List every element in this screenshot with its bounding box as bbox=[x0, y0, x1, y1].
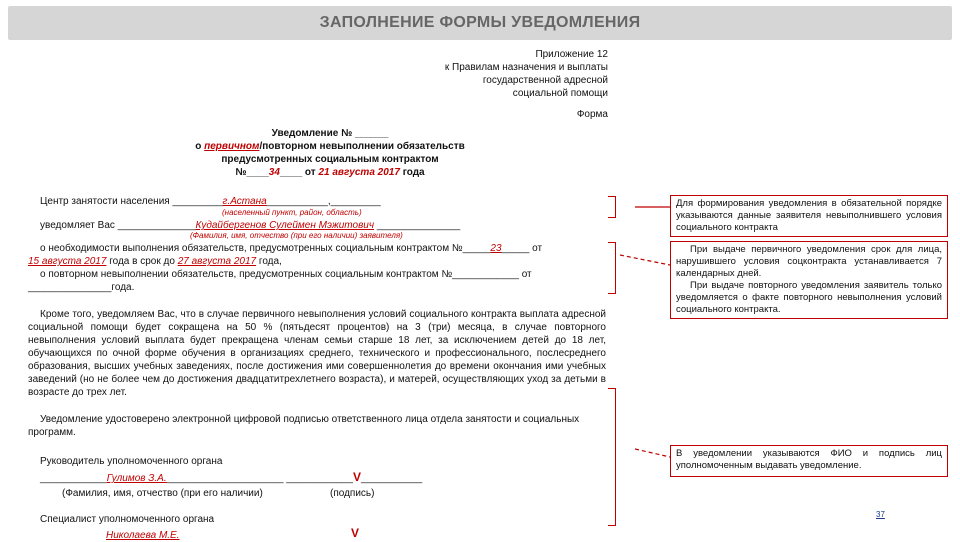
connector-3 bbox=[635, 449, 670, 457]
repeat-line: о повторном невыполнении обязательств, предусмотренных социальным контрактом №____________ от bbox=[40, 269, 532, 280]
slide-title: ЗАПОЛНЕНИЕ ФОРМЫ УВЕДОМЛЕНИЯ bbox=[319, 14, 641, 31]
form-label: Форма bbox=[576, 109, 608, 120]
appendix-line: к Правилам назначения и выплаты bbox=[444, 62, 608, 73]
slide-header bbox=[8, 6, 952, 40]
text: ___________,_________ bbox=[266, 196, 381, 207]
text: _____ от bbox=[501, 243, 543, 254]
head-name: Гулимов З.А. bbox=[106, 473, 167, 484]
center-label: Центр занятости населения _________ bbox=[40, 196, 223, 207]
note-applicant: Для формирования уведомления в обязательной порядке указываются данные заявителя невыполнившего условия социального контракта bbox=[670, 195, 948, 237]
deadline-date: 27 августа 2017 bbox=[177, 256, 257, 267]
head-checkmark: V bbox=[352, 470, 361, 484]
connector-2 bbox=[620, 255, 670, 265]
spec-name bbox=[106, 529, 180, 542]
text: года bbox=[399, 167, 425, 178]
text: года в срок до bbox=[106, 256, 178, 267]
spec-label: Специалист уполномоченного органа bbox=[40, 514, 215, 525]
note-deadline-a: При выдаче первичного уведомления срок для лица, нарушившего условия соцконтракта устанавливается 7 календарных дней. bbox=[676, 244, 942, 279]
repeat-tail: _______________года. bbox=[28, 282, 135, 293]
contract-number: 23 bbox=[490, 243, 502, 254]
spec-checkmark: V bbox=[351, 526, 360, 540]
notice-title-line: предусмотренных социальным контрактом bbox=[221, 154, 439, 165]
esign-paragraph: Уведомление удостоверено электронной цифровой подписью ответственного лица отдела занятости и социальных программ. bbox=[28, 414, 580, 438]
note-signatures: В уведомлении указываются ФИО и подпись лиц уполномоченным выдавать уведомление. bbox=[670, 445, 948, 477]
center-value: г.Астана bbox=[222, 196, 267, 207]
center-caption: (населенный пункт, район, область) bbox=[222, 208, 362, 217]
appendix-line: социальной помощи bbox=[512, 88, 608, 99]
appendix-block bbox=[360, 48, 608, 121]
notice-title-line: Уведомление № ______ bbox=[271, 128, 389, 139]
text: _______________ bbox=[374, 220, 461, 231]
need-line bbox=[40, 242, 600, 255]
text: _____________________ ____________ bbox=[166, 473, 353, 484]
notice-number: 34 bbox=[268, 167, 280, 178]
text: года, bbox=[256, 256, 282, 267]
text: /повторном невыполнении обязательств bbox=[259, 141, 465, 152]
connector-lines bbox=[615, 195, 675, 535]
notifies-label: уведомляет Вас ______________ bbox=[40, 220, 196, 231]
appendix-line: Приложение 12 bbox=[535, 49, 608, 60]
page-number: 37 bbox=[876, 510, 885, 519]
primary-word: первичном bbox=[204, 141, 260, 152]
text: ____________ bbox=[40, 473, 107, 484]
text: о необходимости выполнения обязательств, предусмотренных социальным контрактом №_____ bbox=[40, 243, 491, 254]
fio-caption: (Фамилия, имя, отчество (при его наличии) bbox=[62, 488, 263, 499]
note-deadline-b: При выдаче повторного уведомления заявитель только уведомляется о факте повторного невыполнения условий социального контракта. bbox=[676, 280, 942, 315]
text: №____ bbox=[235, 167, 269, 178]
notice-title-line bbox=[140, 140, 520, 153]
spec-name-text: Николаева М.Е. bbox=[106, 530, 180, 541]
applicant-caption: (Фамилия, имя, отчество (при его наличии) заявителя) bbox=[190, 231, 403, 240]
head-sign-line bbox=[40, 471, 460, 485]
note-deadline bbox=[670, 241, 948, 319]
text: ___________ bbox=[360, 473, 423, 484]
notice-title bbox=[140, 127, 520, 179]
deadline-line bbox=[28, 255, 588, 268]
text: ____ от bbox=[279, 167, 319, 178]
applicant-name: Кудайбергенов Сулеймен Мэжитович bbox=[195, 220, 375, 231]
text: о bbox=[195, 141, 205, 152]
appendix-line: государственной адресной bbox=[482, 75, 608, 86]
warning-paragraph: Кроме того, уведомляем Вас, что в случае первичного невыполнения условий социального контракта выплата адресной социальной помощи будет сокращена на 50 % (пятьдесят процентов) на 3 (три) месяца, в случае повторного невыполнения условий выплата будет прекращена членам семьи старше 18 лет, за исключением детей до 18 лет, обучающихся по очной форме обучения в организациях среднего, технического и профессионального, послесреднего образования, высших учебных заведениях, после достижения ими совершеннолетия до времени окончания ими учебных заведений (но не более чем до достижения двадцатитрехлетнего возраста), и матерей, осуществляющих уход за детьми в возрасте до трех лет. bbox=[28, 309, 606, 398]
center-line bbox=[40, 195, 440, 208]
sign-caption: (подпись) bbox=[330, 488, 375, 499]
contract-date: 15 августа 2017 bbox=[28, 256, 107, 267]
notice-date: 21 августа 2017 bbox=[318, 167, 400, 178]
head-label: Руководитель уполномоченного органа bbox=[40, 456, 223, 467]
notice-number-line bbox=[140, 166, 520, 179]
